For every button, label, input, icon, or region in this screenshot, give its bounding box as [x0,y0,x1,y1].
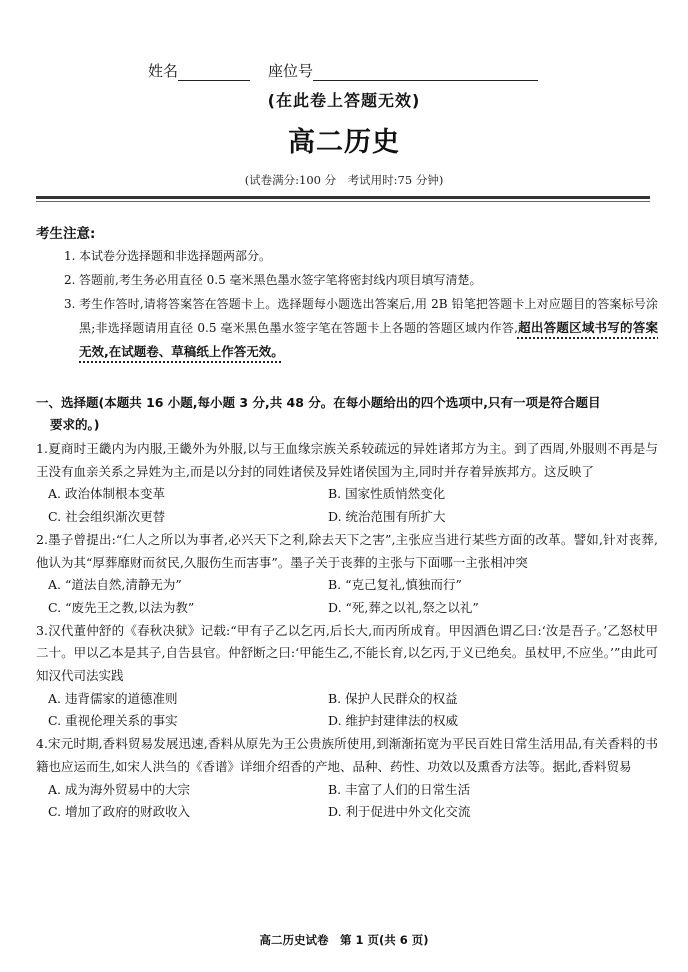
section-heading-line2: 要求的。) [50,417,100,432]
notice-number: 2. [64,273,76,287]
option-b[interactable]: B. “克己复礼,慎独而行” [328,577,462,593]
question-stem: 2.墨子曾提出:“仁人之所以为事者,必兴天下之利,除去天下之害”,主张应当进行某些方面的改革。譬如,针对丧葬,他认为其“厚葬靡财而贫民,久服伤生而害事”。墨子关于丧葬的主张与下面哪一主张相冲突 [36,531,658,570]
notice-title: 考生注意: [36,226,96,242]
option-b[interactable]: B. 保护人民群众的权益 [328,690,458,706]
option-c[interactable]: C. 社会组织渐次更替 [48,509,166,525]
divider-thin [36,201,650,202]
exam-subtitle: (试卷满分:100 分 考试用时:75 分钟) [244,173,444,187]
notice-item [36,244,658,268]
option-c[interactable]: C. 增加了政府的财政收入 [48,804,191,820]
notice-item [36,268,658,292]
question [36,733,658,824]
notice-text: 考生作答时,请将答案答在答题卡上。选择题每小题选出答案后,用 2B 铅笔把答题卡上对应题目的答案标号涂黑;非选择题请用直径 0.5 毫米黑色墨水签字笔在答题卡上各题的答题区域内作答, [79,297,658,335]
name-blank[interactable] [178,65,250,81]
option-b[interactable]: B. 丰富了人们的日常生活 [328,781,471,797]
option-d[interactable]: D. “死,葬之以礼,祭之以礼” [328,599,479,615]
seat-blank[interactable] [313,65,538,81]
option-c[interactable]: C. “废先王之教,以法为教” [48,599,195,615]
invalid-note: (在此卷上答题无效) [267,91,421,110]
option-a[interactable]: A. 政治体制根本变革 [48,486,165,502]
option-grid [36,779,658,824]
option-grid [36,483,658,528]
question-stem: 4.宋元时期,香料贸易发展迅速,香料从原先为王公贵族所使用,到渐渐拓宽为平民百姓日常生活用品,有关香料的书籍也应运而生,如宋人洪刍的《香谱》详细介绍香的产地、品种、药性、功效以及熏香方法等。据此,香料贸易 [36,736,658,774]
question [36,620,658,734]
notice-number: 3. [64,297,76,311]
option-grid [36,688,658,733]
page-title: 高二历史 [288,127,400,158]
page-footer: 高二历史试卷 第 1 页(共 6 页) [259,933,429,947]
option-d[interactable]: D. 统治范围有所扩大 [328,509,446,525]
option-b[interactable]: B. 国家性质悄然变化 [328,486,446,502]
question [36,438,658,529]
notice-text: 本试卷分选择题和非选择题两部分。 [79,249,272,263]
question-stem: 3.汉代董仲舒的《春秋决狱》记载:“甲有子乙以乞丙,后长大,而丙所成育。甲因酒色谓乙曰:‘汝是吾子。’乙怒杖甲二十。甲以乙本是其子,自告县官。仲舒断之曰:‘甲能生乙,不能长育,以乞丙,于义已绝矣。虽杖甲,不应坐。’”由此可知汉代司法实践 [36,622,658,684]
section-heading [36,392,658,436]
notice-list [36,244,658,364]
option-grid [36,574,658,619]
notice-emphasis: 超出答题区域书写的答案无效,在试题卷、草稿纸上作答无效。 [79,320,658,359]
question-stem: 1.夏商时王畿内为内服,王畿外为外服,以与王血缘宗族关系较疏远的异姓诸邦方为主。到了西周,外服则不再是与王没有血亲关系之异姓为主,而是以分封的同姓诸侯及异姓诸侯国为主,同时并存着异族邦方。这反映了 [36,441,658,479]
name-label: 姓名 [148,62,179,80]
option-c[interactable]: C. 重视伦理关系的事实 [48,713,178,729]
divider-thick [36,196,650,199]
notice-text: 答题前,考生务必用直径 0.5 毫米黑色墨水签字笔将密封线内项目填写清楚。 [79,273,482,287]
question [36,529,658,620]
seat-label: 座位号 [268,62,314,80]
name-field [148,60,250,81]
section-heading-line1: 一、选择题(本题共 16 小题,每小题 3 分,共 48 分。在每小题给出的四个选项中,只有一项是符合题目 [36,395,601,410]
notice-item [36,292,658,364]
option-d[interactable]: D. 维护封建律法的权威 [328,713,459,729]
option-d[interactable]: D. 利于促进中外文化交流 [328,804,471,820]
seat-field [268,60,538,81]
option-a[interactable]: A. 违背儒家的道德准则 [48,690,178,706]
notice-number: 1. [64,249,76,263]
question-list [36,438,658,824]
option-a[interactable]: A. “道法自然,清静无为” [48,577,182,593]
option-a[interactable]: A. 成为海外贸易中的大宗 [48,781,190,797]
